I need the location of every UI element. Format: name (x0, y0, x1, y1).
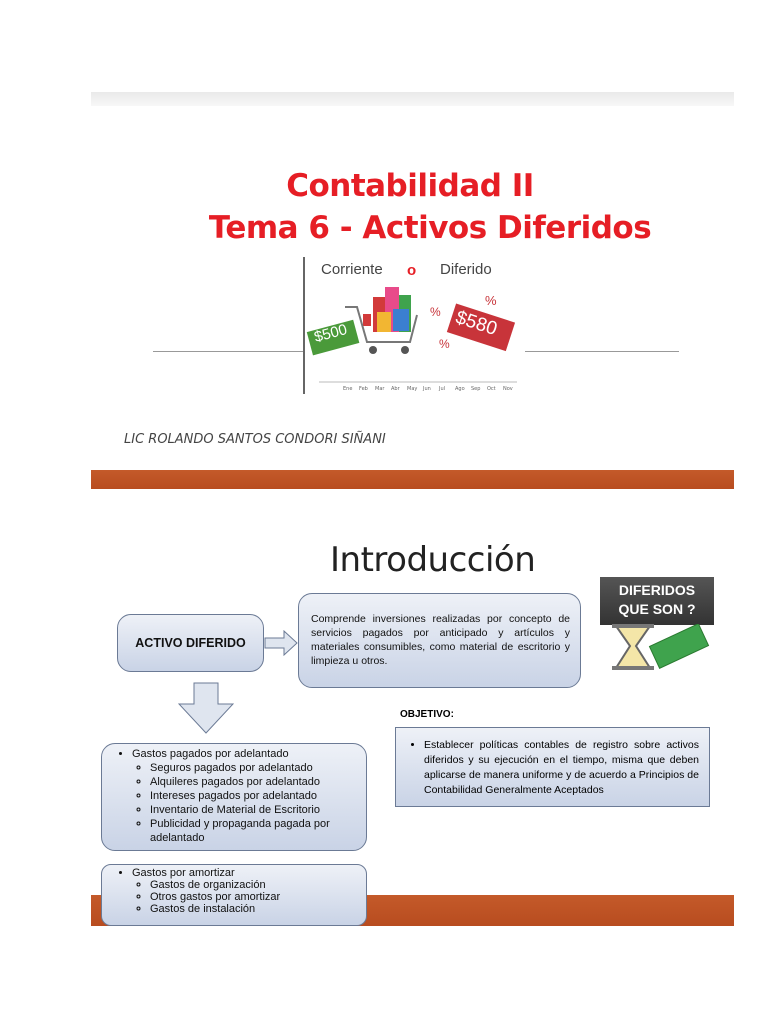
svg-text:Ene: Ene (343, 386, 353, 392)
svg-text:Sep: Sep (471, 386, 481, 392)
gastos-adelantado-box (101, 743, 367, 851)
svg-text:Jun: Jun (423, 386, 431, 392)
percent-mark-2: % (430, 305, 441, 319)
arrow-right-icon (264, 630, 298, 656)
price-tag-left: $500 (312, 320, 350, 347)
diferidos-badge (600, 577, 714, 625)
objetivo-text: • Establecer políticas contables de registro sobre activos diferidos y su ejecución en el tiempo, misma que deben aplicarse de manera uniforme y de acuerdo a Principios de Contabilidad Generalmente Aceptados (424, 738, 699, 798)
arrow-down-icon (178, 682, 234, 734)
slide-top-bar (91, 92, 734, 106)
gastos-amortizar-box (101, 864, 367, 926)
diferidos-badge-line1: DIFERIDOS (618, 582, 696, 598)
hourglass-money-icon (604, 624, 714, 670)
list-item: ◦ Inventario de Material de Escritorio (150, 803, 358, 817)
diferidos-badge-line2: QUE SON ? (618, 601, 696, 617)
description-box: Comprende inversiones realizadas por concepto de servicios pagados por anticipado y artículos y materiales consumibles, como material de escritorio y limpieza u otros. (298, 593, 581, 688)
title-divider-right (524, 351, 679, 352)
title-divider-left (153, 351, 303, 352)
percent-mark-1: % (485, 293, 497, 308)
svg-text:Feb: Feb (359, 386, 368, 392)
list-item: ◦ Seguros pagados por adelantado (150, 761, 358, 775)
list-item: ◦ Intereses pagados por adelantado (150, 789, 358, 803)
list-item: ◦ Gastos de instalación (150, 903, 358, 915)
slide-title-line1: Contabilidad II (286, 168, 534, 204)
label-o: o (407, 262, 417, 279)
svg-text:Mar: Mar (375, 386, 385, 392)
label-corriente: Corriente (321, 261, 383, 278)
slide1-bottom-band (91, 470, 734, 489)
svg-text:Jul: Jul (439, 386, 446, 392)
svg-text:Abr: Abr (391, 386, 400, 392)
svg-text:Nov: Nov (503, 386, 513, 392)
activo-diferido-box: ACTIVO DIFERIDO (117, 614, 264, 672)
percent-mark-3: % (439, 337, 450, 351)
objetivo-label: OBJETIVO: (400, 709, 454, 720)
price-tag-right: $580 (452, 307, 500, 341)
list-item: ◦ Otros gastos por amortizar (150, 891, 358, 903)
author-name: LIC ROLANDO SANTOS CONDORI SIÑANI (124, 432, 386, 447)
slide2-title: Introducción (330, 540, 536, 580)
list-item: ◦ Publicidad y propaganda pagada por adelantado (150, 817, 358, 845)
svg-text:Oct: Oct (487, 386, 496, 392)
slide-title-line2: Tema 6 - Activos Diferidos (208, 210, 652, 246)
list-item: ◦ Alquileres pagados por adelantado (150, 775, 358, 789)
svg-text:Ago: Ago (455, 386, 465, 392)
gastos-adelantado-title: • Gastos pagados por adelantado (132, 747, 358, 761)
objetivo-box (395, 727, 710, 807)
label-diferido: Diferido (440, 261, 492, 278)
svg-text:May: May (407, 386, 418, 392)
list-item: ◦ Gastos de organización (150, 879, 358, 891)
corriente-diferido-illustration (303, 257, 525, 394)
gastos-amortizar-title: • Gastos por amortizar (132, 867, 358, 879)
